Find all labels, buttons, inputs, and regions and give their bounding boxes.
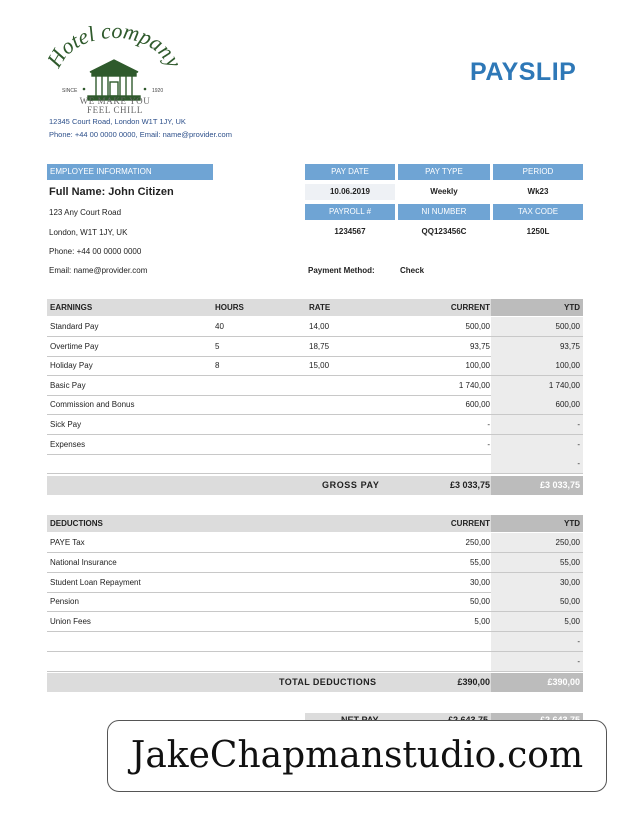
pay-date-value: 10.06.2019: [305, 184, 395, 200]
deductions-col-current: CURRENT: [450, 519, 490, 528]
earning-ytd: -: [577, 420, 580, 429]
deduction-name: Union Fees: [50, 617, 91, 627]
earnings-col-rate: RATE: [309, 303, 331, 312]
earnings-row: [47, 337, 583, 357]
deduction-ytd: 55,00: [559, 557, 580, 567]
deduction-current: 250,00: [465, 538, 490, 547]
payroll-value: 1234567: [305, 224, 395, 240]
earning-name: Basic Pay: [50, 380, 86, 390]
deduction-name: PAYE Tax: [50, 538, 85, 547]
company-contact: Phone: +44 00 0000 0000, Email: name@provider.com: [49, 130, 232, 139]
logo-since-right: 1920: [152, 88, 164, 94]
earning-ytd: 500,00: [555, 322, 580, 331]
deduction-current: 50,00: [469, 597, 490, 607]
earnings-row: [47, 356, 583, 376]
earning-current: 100,00: [465, 361, 490, 371]
deductions-col-ytd: YTD: [564, 519, 580, 528]
deductions-row: [47, 573, 583, 593]
earning-name: Holiday Pay: [50, 361, 93, 371]
tax-code-value: 1250L: [493, 224, 583, 240]
earning-current: 93,75: [469, 341, 490, 351]
employee-phone: Phone: +44 00 0000 0000: [49, 247, 142, 256]
total-deductions-label: TOTAL DEDUCTIONS: [279, 677, 377, 687]
logo-wordmark: otel compan: [54, 26, 180, 64]
deduction-ytd: 30,00: [559, 577, 580, 587]
earning-current: -: [487, 439, 490, 449]
deduction-ytd: 50,00: [559, 597, 580, 607]
earnings-row: [47, 395, 583, 415]
deduction-current: 55,00: [469, 557, 490, 567]
gross-pay-ytd: £3 033,75: [491, 476, 583, 495]
deductions-row: [47, 652, 583, 672]
earning-ytd: -: [577, 439, 580, 449]
logo-since-left: SINCE: [62, 88, 78, 94]
earning-rate: 18,75: [309, 341, 330, 351]
earning-ytd: 600,00: [555, 400, 580, 410]
earning-rate: 14,00: [309, 322, 330, 331]
page-title: PAYSLIP: [470, 58, 577, 86]
pay-date-label: PAY DATE: [305, 164, 395, 180]
earning-current: 1 740,00: [458, 380, 490, 390]
watermark-banner: JakeChapmanstudio.com: [107, 720, 607, 792]
deduction-name: Student Loan Repayment: [50, 577, 141, 587]
earnings-col-current: CURRENT: [450, 303, 490, 312]
earnings-row: [47, 415, 583, 435]
tagline-line2: FEEL CHILL: [87, 105, 143, 115]
deduction-ytd: 250,00: [555, 538, 580, 547]
earnings-col-name: EARNINGS: [50, 303, 93, 312]
earning-ytd: 1 740,00: [548, 380, 580, 390]
earnings-header-row: [47, 299, 583, 316]
earning-current: 500,00: [465, 322, 490, 331]
earnings-col-hours: HOURS: [215, 303, 244, 312]
gross-pay-row: [47, 476, 583, 495]
period-value: Wk23: [493, 184, 583, 200]
deduction-current: 5,00: [474, 617, 490, 627]
deductions-row: [47, 533, 583, 553]
deduction-ytd: -: [577, 656, 580, 666]
deduction-name: National Insurance: [50, 557, 117, 567]
employee-name: Full Name: John Citizen: [49, 186, 174, 198]
tagline-line1: WE MAKE YOU: [79, 96, 151, 106]
deduction-name: Pension: [50, 597, 79, 607]
deductions-row: [47, 592, 583, 612]
deductions-row: [47, 612, 583, 632]
ni-number-value: QQ123456C: [398, 224, 490, 240]
earning-name: Standard Pay: [50, 322, 99, 331]
employee-address1: 123 Any Court Road: [49, 208, 122, 217]
deduction-current: 30,00: [469, 577, 490, 587]
earning-name: Expenses: [50, 439, 86, 449]
deductions-row: [47, 632, 583, 652]
earning-current: 600,00: [465, 400, 490, 410]
employee-info-header: EMPLOYEE INFORMATION: [47, 164, 213, 180]
company-address: 12345 Court Road, London W1T 1JY, UK: [49, 117, 186, 126]
payroll-label: PAYROLL #: [305, 204, 395, 220]
earning-ytd: 93,75: [559, 341, 580, 351]
earning-ytd: -: [577, 459, 580, 469]
gross-pay-label: GROSS PAY: [322, 480, 380, 490]
ni-number-label: NI NUMBER: [398, 204, 490, 220]
gross-pay-current: £3 033,75: [449, 480, 490, 490]
employee-email: Email: name@provider.com: [49, 266, 148, 275]
earnings-row: [47, 376, 583, 396]
total-deductions-current: £390,00: [457, 677, 490, 687]
earning-hours: 40: [215, 322, 224, 331]
period-label: PERIOD: [493, 164, 583, 180]
deductions-header-row: [47, 515, 583, 532]
earnings-row: [47, 435, 583, 455]
earning-ytd: 100,00: [555, 361, 580, 371]
total-deductions-row: [47, 673, 583, 692]
earnings-row: [47, 454, 583, 474]
earning-current: -: [487, 420, 490, 429]
tax-code-label: TAX CODE: [493, 204, 583, 220]
earning-rate: 15,00: [309, 361, 330, 371]
deduction-ytd: 5,00: [564, 617, 580, 627]
earning-hours: 5: [215, 341, 220, 351]
employee-address2: London, W1T 1JY, UK: [49, 228, 128, 237]
total-deductions-ytd: £390,00: [491, 673, 583, 692]
deductions-row: [47, 553, 583, 573]
earning-name: Sick Pay: [50, 420, 82, 429]
deductions-col-name: DEDUCTIONS: [50, 519, 103, 528]
deduction-ytd: -: [577, 637, 580, 646]
earnings-col-ytd: YTD: [564, 303, 580, 312]
earning-hours: 8: [215, 361, 220, 371]
payment-method-label: Payment Method:: [308, 266, 375, 275]
pay-type-label: PAY TYPE: [398, 164, 490, 180]
earnings-row: [47, 317, 583, 337]
payment-method-value: Check: [400, 266, 425, 275]
earning-name: Commission and Bonus: [50, 400, 135, 410]
pay-type-value: Weekly: [398, 184, 490, 200]
earning-name: Overtime Pay: [50, 341, 99, 351]
